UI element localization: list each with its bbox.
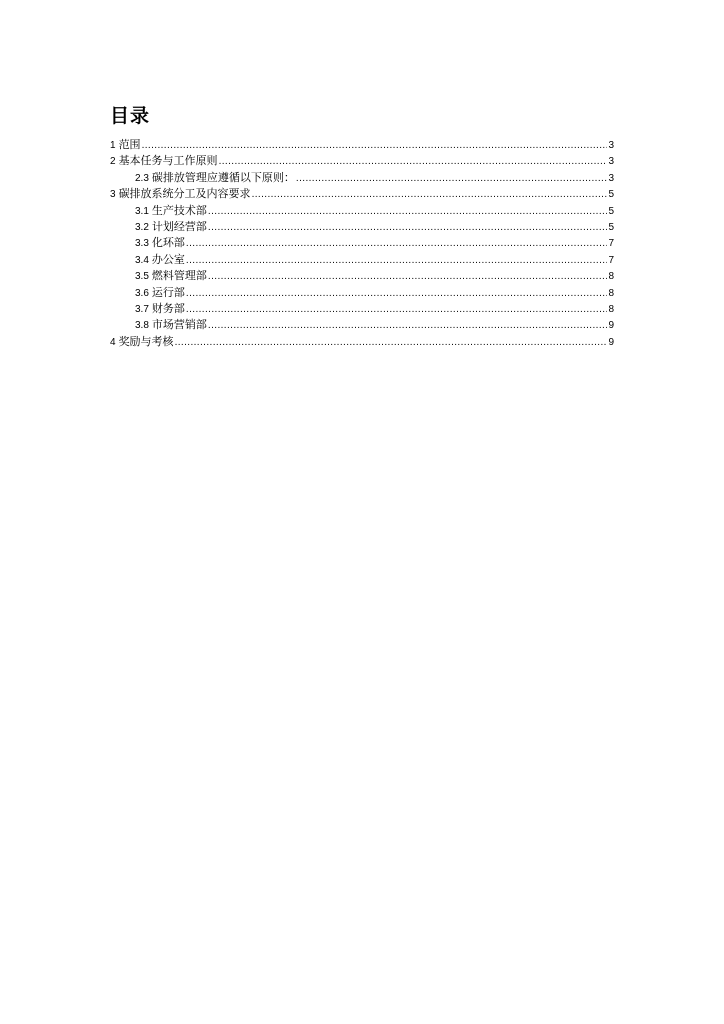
toc-dot-leader (186, 253, 608, 269)
toc-entry-text: 基本任务与工作原则 (118, 154, 218, 168)
toc-page-number: 8 (608, 303, 614, 315)
toc-entry-text: 范围 (118, 138, 141, 151)
toc-page-number: 9 (608, 336, 614, 348)
toc-page-number: 3 (608, 140, 614, 151)
toc-dot-leader (208, 204, 608, 220)
table-of-contents (110, 137, 614, 350)
toc-dot-leader (142, 138, 608, 154)
toc-dot-leader (208, 220, 608, 236)
toc-dot-leader (296, 171, 608, 187)
toc-entry-3-3[interactable] (110, 235, 614, 251)
toc-entry-text: 运行部 (151, 285, 185, 299)
toc-entry-number: 3.4 (135, 254, 149, 266)
toc-dot-leader (175, 335, 608, 351)
toc-dot-leader (186, 236, 608, 252)
toc-dot-leader (186, 302, 608, 318)
toc-entry-number: 3.2 (135, 221, 149, 233)
toc-entry-3-5[interactable] (110, 268, 614, 284)
toc-entry-number: 3 (110, 189, 116, 201)
toc-entry-4[interactable] (110, 334, 614, 350)
toc-entry-text: 生产技术部 (151, 203, 207, 217)
toc-entry-number: 4 (110, 336, 116, 348)
toc-entry-number: 2.3 (135, 172, 149, 184)
toc-entry-number: 3.5 (135, 271, 149, 283)
toc-entry-number: 2 (110, 156, 116, 168)
toc-entry-3-6[interactable] (110, 285, 614, 301)
toc-dot-leader (219, 154, 608, 170)
toc-page-number: 9 (608, 320, 614, 332)
toc-entry-number: 3.1 (135, 205, 149, 217)
toc-entry-number: 3.8 (135, 320, 149, 332)
toc-dot-leader (208, 269, 608, 285)
toc-entry-text: 化环部 (151, 236, 185, 250)
toc-entry-text: 碳排放系统分工及内容要求 (118, 187, 251, 201)
toc-entry-3-4[interactable] (110, 252, 614, 268)
toc-entry-text: 碳排放管理应遵循以下原则： (151, 170, 295, 184)
toc-page-number: 3 (608, 156, 614, 168)
toc-entry-3-2[interactable] (110, 219, 614, 235)
toc-dot-leader (208, 318, 608, 334)
toc-entry-text: 计划经营部 (151, 219, 207, 233)
toc-page-number: 7 (608, 238, 614, 250)
toc-page-number: 5 (608, 221, 614, 233)
toc-entry-text: 奖励与考核 (118, 334, 174, 348)
toc-entry-3[interactable] (110, 186, 614, 202)
toc-dot-leader (186, 286, 608, 302)
toc-entry-text: 办公室 (151, 252, 185, 266)
toc-entry-1[interactable] (110, 137, 614, 153)
toc-entry-3-7[interactable] (110, 301, 614, 317)
toc-page-number: 7 (608, 254, 614, 266)
toc-title: 目录 (110, 105, 151, 127)
toc-page-number: 5 (608, 189, 614, 201)
toc-page-number: 8 (608, 287, 614, 299)
toc-entry-number: 3.7 (135, 303, 149, 315)
toc-dot-leader (252, 187, 608, 203)
toc-entry-text: 市场营销部 (151, 318, 207, 332)
toc-entry-number: 3.6 (135, 287, 149, 299)
toc-entry-text: 财务部 (151, 301, 185, 315)
toc-entry-3-1[interactable] (110, 203, 614, 219)
toc-page-number: 8 (608, 271, 614, 283)
toc-entry-text: 燃料管理部 (151, 269, 207, 283)
toc-page-number: 3 (608, 172, 614, 184)
toc-entry-number: 3.3 (135, 238, 149, 250)
toc-entry-3-8[interactable] (110, 317, 614, 333)
toc-page-number: 5 (608, 205, 614, 217)
toc-entry-2[interactable] (110, 153, 614, 169)
toc-entry-2-3[interactable] (110, 170, 614, 186)
toc-entry-number: 1 (110, 140, 116, 151)
